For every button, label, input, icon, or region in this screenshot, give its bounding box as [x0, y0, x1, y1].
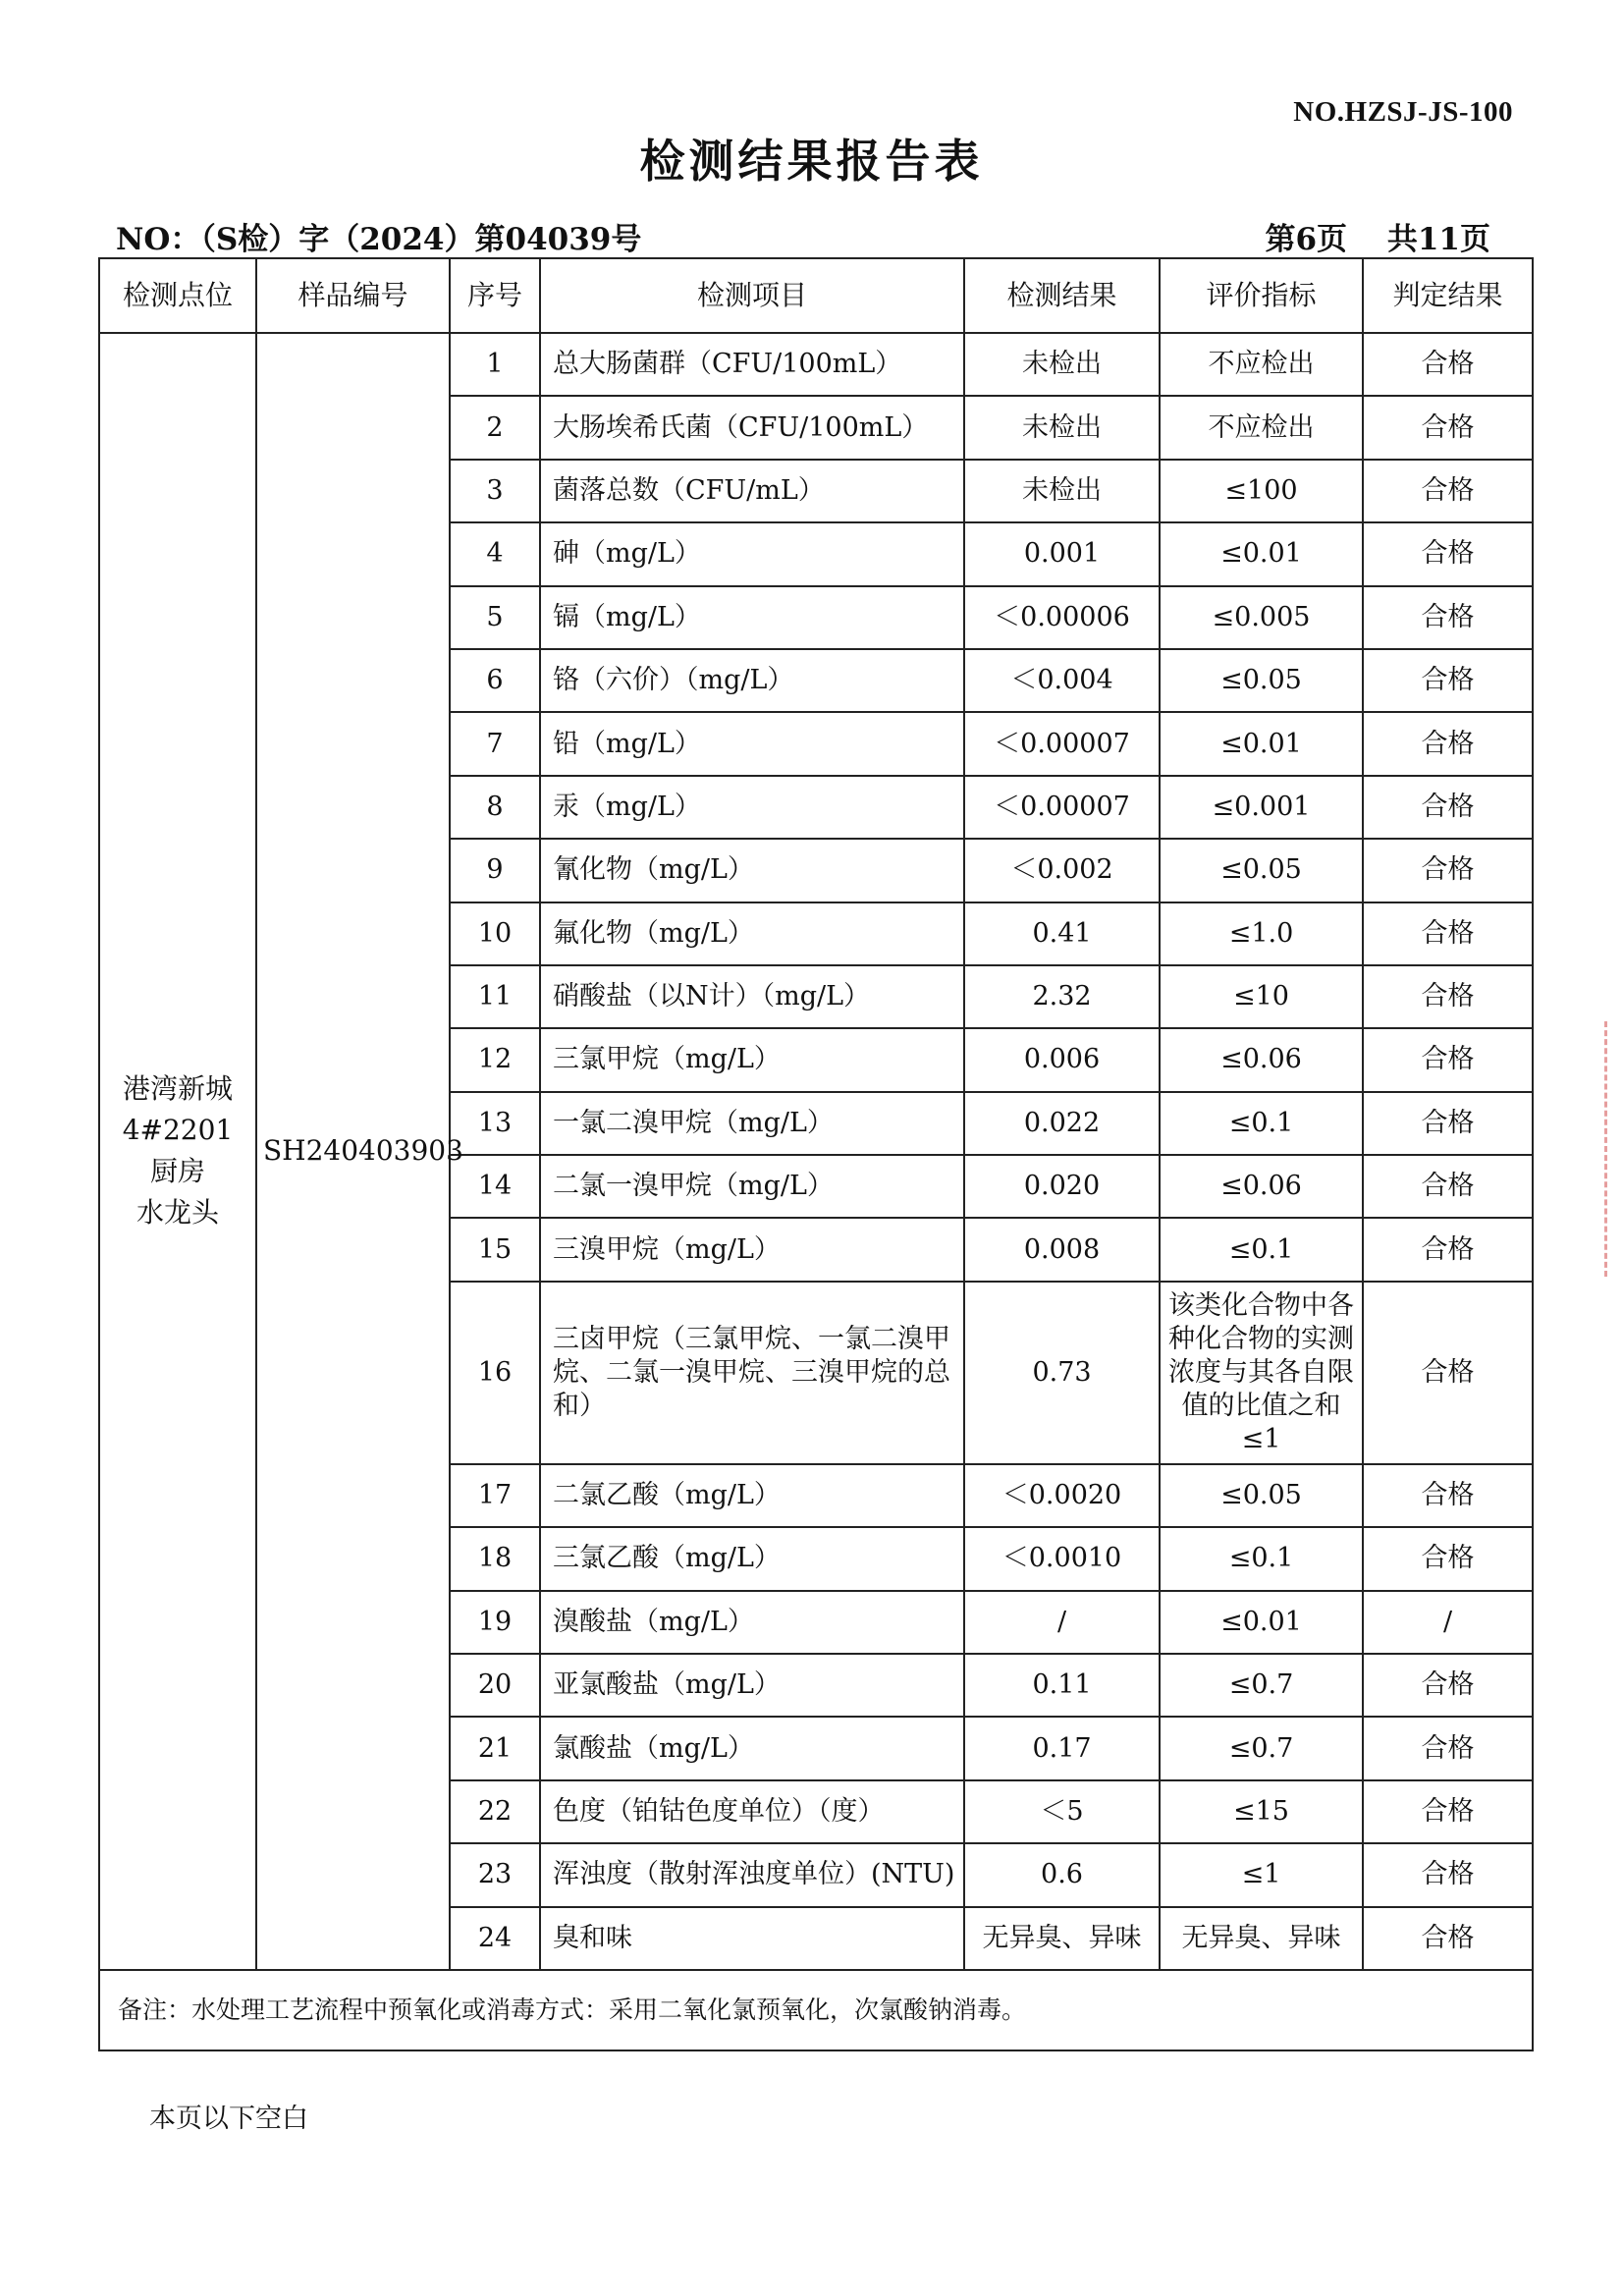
test-item: 二氯乙酸（mg/L）	[540, 1464, 964, 1527]
verdict: 合格	[1363, 460, 1533, 522]
page-title: 检测结果报告表	[639, 135, 984, 188]
limit-value: ≤0.01	[1160, 1591, 1363, 1654]
test-item: 汞（mg/L）	[540, 776, 964, 839]
row-number: 11	[450, 965, 540, 1028]
limit-value: ≤0.01	[1160, 522, 1363, 585]
test-item: 臭和味	[540, 1907, 964, 1970]
test-item: 三氯乙酸（mg/L）	[540, 1527, 964, 1590]
location-cell	[99, 333, 256, 1970]
test-result: 未检出	[964, 333, 1160, 396]
verdict: 合格	[1363, 712, 1533, 775]
test-result: 0.022	[964, 1092, 1160, 1155]
row-number: 16	[450, 1282, 540, 1464]
limit-value: ≤1.0	[1160, 902, 1363, 965]
verdict: 合格	[1363, 1843, 1533, 1906]
location-line: 水龙头	[135, 1196, 219, 1230]
verdict: 合格	[1363, 965, 1533, 1028]
header-item: 检测项目	[540, 258, 964, 333]
row-number: 5	[450, 586, 540, 649]
test-result: 0.73	[964, 1282, 1160, 1464]
limit-value: ≤10	[1160, 965, 1363, 1028]
header-sample-id: 样品编号	[256, 258, 450, 333]
limit-value: ≤15	[1160, 1780, 1363, 1843]
row-number: 19	[450, 1591, 540, 1654]
verdict: 合格	[1363, 1907, 1533, 1970]
remarks-note: 备注：水处理工艺流程中预氧化或消毒方式：采用二氧化氯预氧化，次氯酸钠消毒。	[99, 1970, 1533, 2050]
row-number: 12	[450, 1028, 540, 1091]
limit-value: ≤0.005	[1160, 586, 1363, 649]
test-result: 0.6	[964, 1843, 1160, 1906]
limit-value: ≤0.06	[1160, 1155, 1363, 1218]
row-number: 10	[450, 902, 540, 965]
verdict: 合格	[1363, 1527, 1533, 1590]
row-number: 18	[450, 1527, 540, 1590]
limit-value: ≤0.1	[1160, 1527, 1363, 1590]
header-result: 检测结果	[964, 258, 1160, 333]
test-item: 氰化物（mg/L）	[540, 839, 964, 902]
row-number: 13	[450, 1092, 540, 1155]
test-item: 硝酸盐（以N计）（mg/L）	[540, 965, 964, 1028]
row-number: 15	[450, 1218, 540, 1281]
test-item: 色度（铂钴色度单位）（度）	[540, 1780, 964, 1843]
limit-value: 该类化合物中各种化合物的实测浓度与其各自限值的比值之和≤1	[1160, 1282, 1363, 1464]
test-result: 2.32	[964, 965, 1160, 1028]
location-line: 厨房	[149, 1155, 205, 1188]
limit-value: ≤100	[1160, 460, 1363, 522]
limit-value: ≤0.1	[1160, 1092, 1363, 1155]
test-item: 亚氯酸盐（mg/L）	[540, 1654, 964, 1717]
row-number: 23	[450, 1843, 540, 1906]
header-no: 序号	[450, 258, 540, 333]
total-pages: 共11页	[1386, 222, 1490, 257]
test-result: ＜0.0020	[964, 1464, 1160, 1527]
test-result: 未检出	[964, 460, 1160, 522]
limit-value: ≤0.05	[1160, 839, 1363, 902]
note-row	[99, 1970, 1533, 2050]
report-number: NO：（S检）字（2024）第04039号	[116, 222, 642, 257]
limit-value: ≤0.01	[1160, 712, 1363, 775]
current-page: 第6页	[1265, 222, 1348, 257]
limit-value: 不应检出	[1160, 396, 1363, 459]
limit-value: 不应检出	[1160, 333, 1363, 396]
seal-edge-mark	[1604, 1021, 1623, 1277]
verdict: 合格	[1363, 1654, 1533, 1717]
row-number: 21	[450, 1717, 540, 1779]
header-limit: 评价指标	[1160, 258, 1363, 333]
test-result: 0.41	[964, 902, 1160, 965]
verdict: 合格	[1363, 1464, 1533, 1527]
verdict: 合格	[1363, 1780, 1533, 1843]
row-number: 20	[450, 1654, 540, 1717]
row-number: 17	[450, 1464, 540, 1527]
sample-id-cell: SH240403903	[256, 333, 450, 1970]
table-header-row	[99, 258, 1533, 333]
test-item: 氯酸盐（mg/L）	[540, 1717, 964, 1779]
test-item: 三氯甲烷（mg/L）	[540, 1028, 964, 1091]
test-item: 镉（mg/L）	[540, 586, 964, 649]
verdict: 合格	[1363, 776, 1533, 839]
row-number: 3	[450, 460, 540, 522]
limit-value: ≤0.001	[1160, 776, 1363, 839]
results-table	[98, 257, 1534, 2051]
location-line: 4#2201	[122, 1114, 234, 1147]
row-number: 7	[450, 712, 540, 775]
verdict: 合格	[1363, 396, 1533, 459]
test-result: 0.17	[964, 1717, 1160, 1779]
test-result: 0.008	[964, 1218, 1160, 1281]
header-location: 检测点位	[99, 258, 256, 333]
test-item: 大肠埃希氏菌（CFU/100mL）	[540, 396, 964, 459]
page-number	[1235, 214, 1490, 258]
verdict: 合格	[1363, 839, 1533, 902]
row-number: 9	[450, 839, 540, 902]
verdict: 合格	[1363, 649, 1533, 712]
test-result: ＜0.00007	[964, 776, 1160, 839]
table-row	[99, 333, 1533, 396]
limit-value: 无异臭、异味	[1160, 1907, 1363, 1970]
verdict: 合格	[1363, 333, 1533, 396]
row-number: 4	[450, 522, 540, 585]
test-item: 总大肠菌群（CFU/100mL）	[540, 333, 964, 396]
row-number: 6	[450, 649, 540, 712]
test-result: 0.020	[964, 1155, 1160, 1218]
test-result: 0.006	[964, 1028, 1160, 1091]
verdict: 合格	[1363, 1028, 1533, 1091]
test-item: 浑浊度（散射浑浊度单位）(NTU)	[540, 1843, 964, 1906]
table-body	[99, 333, 1533, 1970]
header-verdict: 判定结果	[1363, 258, 1533, 333]
test-item: 三溴甲烷（mg/L）	[540, 1218, 964, 1281]
test-result: /	[964, 1591, 1160, 1654]
test-item: 铅（mg/L）	[540, 712, 964, 775]
row-number: 1	[450, 333, 540, 396]
document-code: NO.HZSJ-JS-100	[1293, 96, 1513, 128]
verdict: 合格	[1363, 586, 1533, 649]
test-item: 砷（mg/L）	[540, 522, 964, 585]
test-item: 菌落总数（CFU/mL）	[540, 460, 964, 522]
test-result: ＜5	[964, 1780, 1160, 1843]
limit-value: ≤0.06	[1160, 1028, 1363, 1091]
test-result: 0.001	[964, 522, 1160, 585]
test-item: 溴酸盐（mg/L）	[540, 1591, 964, 1654]
test-item: 铬（六价）（mg/L）	[540, 649, 964, 712]
test-result: 未检出	[964, 396, 1160, 459]
test-result: ＜0.004	[964, 649, 1160, 712]
test-result: 无异臭、异味	[964, 1907, 1160, 1970]
verdict: 合格	[1363, 902, 1533, 965]
limit-value: ≤0.1	[1160, 1218, 1363, 1281]
row-number: 22	[450, 1780, 540, 1843]
verdict: 合格	[1363, 522, 1533, 585]
limit-value: ≤0.7	[1160, 1654, 1363, 1717]
test-item: 三卤甲烷（三氯甲烷、一氯二溴甲烷、二氯一溴甲烷、三溴甲烷的总和）	[540, 1282, 964, 1464]
blank-below-note: 本页以下空白	[149, 2104, 308, 2134]
verdict: 合格	[1363, 1717, 1533, 1779]
limit-value: ≤0.7	[1160, 1717, 1363, 1779]
test-result: ＜0.00006	[964, 586, 1160, 649]
limit-value: ≤1	[1160, 1843, 1363, 1906]
test-item: 氟化物（mg/L）	[540, 902, 964, 965]
test-item: 二氯一溴甲烷（mg/L）	[540, 1155, 964, 1218]
test-result: ＜0.0010	[964, 1527, 1160, 1590]
row-number: 2	[450, 396, 540, 459]
verdict: /	[1363, 1591, 1533, 1654]
row-number: 24	[450, 1907, 540, 1970]
limit-value: ≤0.05	[1160, 649, 1363, 712]
row-number: 14	[450, 1155, 540, 1218]
test-result: ＜0.002	[964, 839, 1160, 902]
verdict: 合格	[1363, 1155, 1533, 1218]
test-item: 一氯二溴甲烷（mg/L）	[540, 1092, 964, 1155]
location-line: 港湾新城	[122, 1072, 233, 1106]
verdict: 合格	[1363, 1092, 1533, 1155]
verdict: 合格	[1363, 1218, 1533, 1281]
row-number: 8	[450, 776, 540, 839]
verdict: 合格	[1363, 1282, 1533, 1464]
test-result: ＜0.00007	[964, 712, 1160, 775]
limit-value: ≤0.05	[1160, 1464, 1363, 1527]
test-result: 0.11	[964, 1654, 1160, 1717]
